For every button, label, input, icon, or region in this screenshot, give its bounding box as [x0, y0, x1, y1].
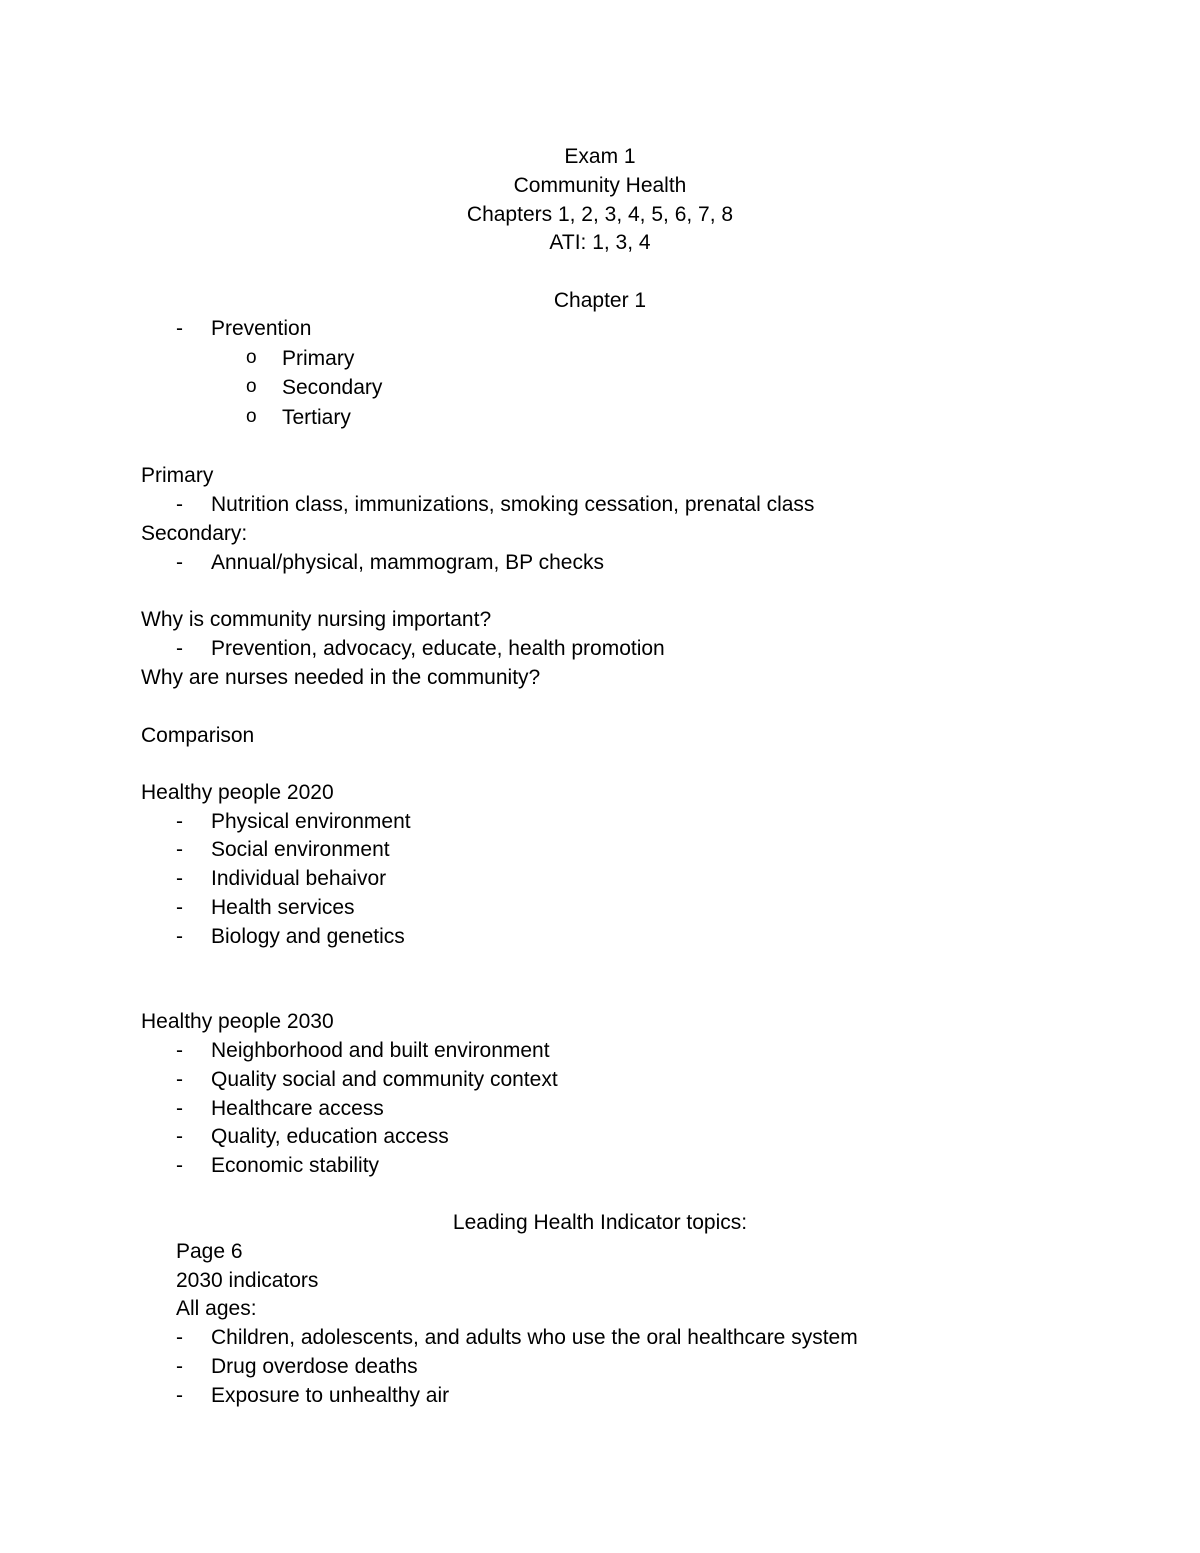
dash-bullet: -: [176, 1039, 183, 1062]
question-needed: Why are nurses needed in the community?: [141, 666, 541, 689]
lhi-heading: Leading Health Indicator topics:: [452, 1211, 748, 1234]
hp2020-item: Physical environment: [211, 810, 411, 833]
hp2030-item: Quality social and community context: [211, 1068, 558, 1091]
course-name: Community Health: [513, 174, 687, 197]
dash-bullet: -: [176, 838, 183, 861]
hp2030-item: Economic stability: [211, 1154, 380, 1177]
dash-bullet: -: [176, 925, 183, 948]
lhi-page: Page 6: [176, 1240, 243, 1263]
dash-bullet: -: [176, 1125, 183, 1148]
circle-bullet: o: [246, 347, 257, 368]
primary-label: Primary: [141, 464, 214, 487]
prevention-level: Tertiary: [282, 406, 351, 429]
dash-bullet: -: [176, 493, 183, 516]
prevention-label: Prevention: [211, 317, 312, 340]
dash-bullet: -: [176, 1384, 183, 1407]
question-important: Why is community nursing important?: [141, 608, 492, 631]
answer-important: Prevention, advocacy, educate, health promotion: [211, 637, 665, 660]
secondary-label: Secondary:: [141, 522, 248, 545]
hp2020-item: Social environment: [211, 838, 390, 861]
hp2030-label: Healthy people 2030: [141, 1010, 334, 1033]
lhi-item: Children, adolescents, and adults who use the oral healthcare system: [211, 1326, 858, 1349]
dash-bullet: -: [176, 551, 183, 574]
dash-bullet: -: [176, 1097, 183, 1120]
dash-bullet: -: [176, 1355, 183, 1378]
lhi-all-ages: All ages:: [176, 1297, 257, 1320]
hp2020-label: Healthy people 2020: [141, 781, 334, 804]
hp2030-item: Healthcare access: [211, 1097, 384, 1120]
chapters-list: Chapters 1, 2, 3, 4, 5, 6, 7, 8: [466, 203, 734, 226]
dash-bullet: -: [176, 637, 183, 660]
circle-bullet: o: [246, 406, 257, 427]
dash-bullet: -: [176, 1326, 183, 1349]
hp2030-item: Quality, education access: [211, 1125, 449, 1148]
prevention-level: Primary: [282, 347, 355, 370]
primary-item: Nutrition class, immunizations, smoking cessation, prenatal class: [211, 493, 815, 516]
dash-bullet: -: [176, 1068, 183, 1091]
lhi-indicators: 2030 indicators: [176, 1269, 319, 1292]
lhi-item: Drug overdose deaths: [211, 1355, 418, 1378]
dash-bullet: -: [176, 867, 183, 890]
chapter-heading: Chapter 1: [553, 289, 647, 312]
hp2020-item: Biology and genetics: [211, 925, 405, 948]
lhi-item: Exposure to unhealthy air: [211, 1384, 450, 1407]
prevention-level: Secondary: [282, 376, 383, 399]
hp2020-item: Individual behaivor: [211, 867, 387, 890]
hp2030-item: Neighborhood and built environment: [211, 1039, 550, 1062]
dash-bullet: -: [176, 317, 183, 340]
ati-list: ATI: 1, 3, 4: [549, 231, 651, 254]
comparison-label: Comparison: [141, 724, 255, 747]
dash-bullet: -: [176, 1154, 183, 1177]
dash-bullet: -: [176, 810, 183, 833]
circle-bullet: o: [246, 376, 257, 397]
doc-title: Exam 1: [564, 145, 636, 168]
hp2020-item: Health services: [211, 896, 355, 919]
dash-bullet: -: [176, 896, 183, 919]
secondary-item: Annual/physical, mammogram, BP checks: [211, 551, 604, 574]
